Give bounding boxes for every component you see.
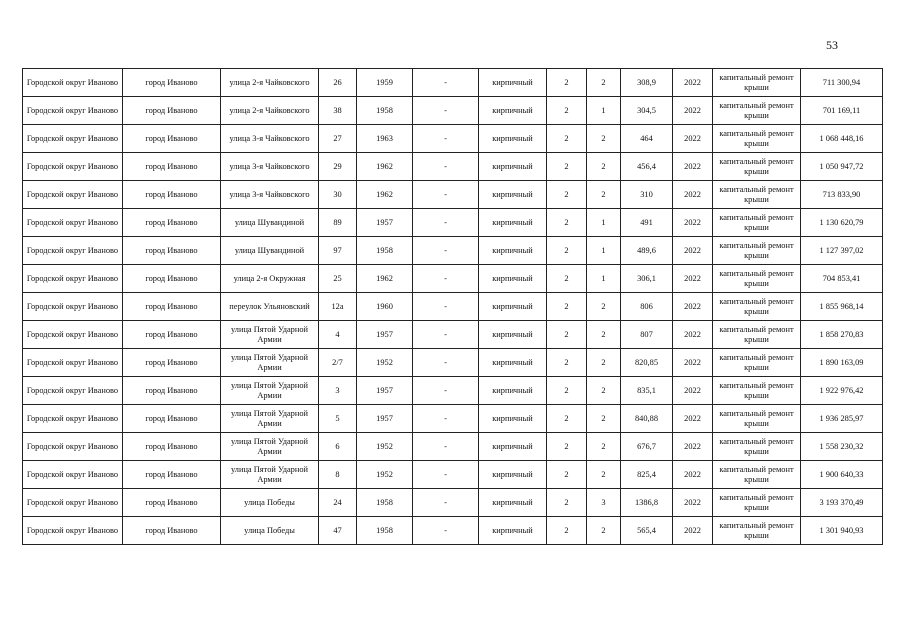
cost-cell: 1 890 163,09 (801, 349, 883, 377)
cost-cell: 3 193 370,49 (801, 489, 883, 517)
area-cell: 807 (621, 321, 673, 349)
district-cell: Городской округ Иваново (23, 181, 123, 209)
area-cell: 820,85 (621, 349, 673, 377)
table-body (23, 69, 883, 545)
work-type-cell: капитальный ремонт крыши (713, 377, 801, 405)
cost-cell: 1 050 947,72 (801, 153, 883, 181)
settlement-cell: город Иваново (123, 293, 221, 321)
floors-cell: 2 (547, 517, 587, 545)
house-number-cell: 26 (319, 69, 357, 97)
house-number-cell: 3 (319, 377, 357, 405)
district-cell: Городской округ Иваново (23, 69, 123, 97)
area-cell: 565,4 (621, 517, 673, 545)
dash-cell: - (413, 321, 479, 349)
area-cell: 310 (621, 181, 673, 209)
area-cell: 304,5 (621, 97, 673, 125)
wall-material-cell: кирпичный (479, 125, 547, 153)
street-cell: улица Пятой Ударной Армии (221, 405, 319, 433)
work-type-cell: капитальный ремонт крыши (713, 321, 801, 349)
area-cell: 840,88 (621, 405, 673, 433)
house-number-cell: 12а (319, 293, 357, 321)
dash-cell: - (413, 153, 479, 181)
floors-cell: 2 (547, 153, 587, 181)
table-row (23, 489, 883, 517)
dash-cell: - (413, 489, 479, 517)
settlement-cell: город Иваново (123, 349, 221, 377)
build-year-cell: 1952 (357, 433, 413, 461)
build-year-cell: 1952 (357, 461, 413, 489)
district-cell: Городской округ Иваново (23, 461, 123, 489)
settlement-cell: город Иваново (123, 405, 221, 433)
table-row (23, 153, 883, 181)
cost-cell: 713 833,90 (801, 181, 883, 209)
house-number-cell: 5 (319, 405, 357, 433)
wall-material-cell: кирпичный (479, 433, 547, 461)
house-number-cell: 30 (319, 181, 357, 209)
area-cell: 825,4 (621, 461, 673, 489)
entrances-cell: 3 (587, 489, 621, 517)
settlement-cell: город Иваново (123, 265, 221, 293)
street-cell: переулок Ульяновский (221, 293, 319, 321)
cost-cell: 1 855 968,14 (801, 293, 883, 321)
wall-material-cell: кирпичный (479, 405, 547, 433)
floors-cell: 2 (547, 489, 587, 517)
house-number-cell: 2/7 (319, 349, 357, 377)
dash-cell: - (413, 433, 479, 461)
entrances-cell: 2 (587, 153, 621, 181)
cost-cell: 701 169,11 (801, 97, 883, 125)
settlement-cell: город Иваново (123, 461, 221, 489)
area-cell: 464 (621, 125, 673, 153)
plan-year-cell: 2022 (673, 153, 713, 181)
work-type-cell: капитальный ремонт крыши (713, 153, 801, 181)
area-cell: 306,1 (621, 265, 673, 293)
plan-year-cell: 2022 (673, 97, 713, 125)
area-cell: 806 (621, 293, 673, 321)
plan-year-cell: 2022 (673, 69, 713, 97)
house-number-cell: 27 (319, 125, 357, 153)
build-year-cell: 1960 (357, 293, 413, 321)
floors-cell: 2 (547, 125, 587, 153)
plan-year-cell: 2022 (673, 293, 713, 321)
settlement-cell: город Иваново (123, 489, 221, 517)
cost-cell: 1 127 397,02 (801, 237, 883, 265)
work-type-cell: капитальный ремонт крыши (713, 433, 801, 461)
entrances-cell: 2 (587, 293, 621, 321)
street-cell: улица 2-я Чайковского (221, 97, 319, 125)
street-cell: улица Шувандиной (221, 209, 319, 237)
area-cell: 835,1 (621, 377, 673, 405)
entrances-cell: 2 (587, 125, 621, 153)
area-cell: 676,7 (621, 433, 673, 461)
table-row (23, 321, 883, 349)
district-cell: Городской округ Иваново (23, 237, 123, 265)
plan-year-cell: 2022 (673, 181, 713, 209)
wall-material-cell: кирпичный (479, 517, 547, 545)
dash-cell: - (413, 349, 479, 377)
wall-material-cell: кирпичный (479, 377, 547, 405)
dash-cell: - (413, 461, 479, 489)
district-cell: Городской округ Иваново (23, 125, 123, 153)
housing-repair-table (22, 68, 883, 545)
table-row (23, 405, 883, 433)
street-cell: улица Пятой Ударной Армии (221, 461, 319, 489)
house-number-cell: 24 (319, 489, 357, 517)
street-cell: улица Шувандиной (221, 237, 319, 265)
table-row (23, 377, 883, 405)
dash-cell: - (413, 125, 479, 153)
street-cell: улица 3-я Чайковского (221, 153, 319, 181)
entrances-cell: 2 (587, 181, 621, 209)
work-type-cell: капитальный ремонт крыши (713, 209, 801, 237)
dash-cell: - (413, 517, 479, 545)
table-row (23, 433, 883, 461)
settlement-cell: город Иваново (123, 153, 221, 181)
street-cell: улица 3-я Чайковского (221, 125, 319, 153)
plan-year-cell: 2022 (673, 125, 713, 153)
wall-material-cell: кирпичный (479, 153, 547, 181)
build-year-cell: 1957 (357, 377, 413, 405)
entrances-cell: 1 (587, 265, 621, 293)
floors-cell: 2 (547, 69, 587, 97)
entrances-cell: 1 (587, 209, 621, 237)
table-row (23, 237, 883, 265)
house-number-cell: 4 (319, 321, 357, 349)
floors-cell: 2 (547, 293, 587, 321)
dash-cell: - (413, 405, 479, 433)
district-cell: Городской округ Иваново (23, 209, 123, 237)
house-number-cell: 29 (319, 153, 357, 181)
build-year-cell: 1962 (357, 153, 413, 181)
settlement-cell: город Иваново (123, 517, 221, 545)
district-cell: Городской округ Иваново (23, 153, 123, 181)
street-cell: улица Пятой Ударной Армии (221, 349, 319, 377)
street-cell: улица 2-я Окружная (221, 265, 319, 293)
table-row (23, 517, 883, 545)
entrances-cell: 2 (587, 433, 621, 461)
work-type-cell: капитальный ремонт крыши (713, 69, 801, 97)
house-number-cell: 25 (319, 265, 357, 293)
entrances-cell: 1 (587, 237, 621, 265)
floors-cell: 2 (547, 405, 587, 433)
settlement-cell: город Иваново (123, 209, 221, 237)
table-row (23, 181, 883, 209)
wall-material-cell: кирпичный (479, 265, 547, 293)
build-year-cell: 1952 (357, 349, 413, 377)
dash-cell: - (413, 181, 479, 209)
build-year-cell: 1957 (357, 209, 413, 237)
dash-cell: - (413, 209, 479, 237)
wall-material-cell: кирпичный (479, 321, 547, 349)
table-row (23, 265, 883, 293)
dash-cell: - (413, 97, 479, 125)
entrances-cell: 2 (587, 69, 621, 97)
table-row (23, 97, 883, 125)
plan-year-cell: 2022 (673, 237, 713, 265)
floors-cell: 2 (547, 433, 587, 461)
work-type-cell: капитальный ремонт крыши (713, 265, 801, 293)
settlement-cell: город Иваново (123, 237, 221, 265)
plan-year-cell: 2022 (673, 461, 713, 489)
street-cell: улица 2-я Чайковского (221, 69, 319, 97)
floors-cell: 2 (547, 377, 587, 405)
build-year-cell: 1962 (357, 181, 413, 209)
plan-year-cell: 2022 (673, 489, 713, 517)
work-type-cell: капитальный ремонт крыши (713, 181, 801, 209)
settlement-cell: город Иваново (123, 433, 221, 461)
build-year-cell: 1959 (357, 69, 413, 97)
wall-material-cell: кирпичный (479, 349, 547, 377)
entrances-cell: 2 (587, 321, 621, 349)
entrances-cell: 2 (587, 405, 621, 433)
street-cell: улица Победы (221, 489, 319, 517)
cost-cell: 1 558 230,32 (801, 433, 883, 461)
floors-cell: 2 (547, 321, 587, 349)
table-row (23, 209, 883, 237)
district-cell: Городской округ Иваново (23, 433, 123, 461)
district-cell: Городской округ Иваново (23, 349, 123, 377)
wall-material-cell: кирпичный (479, 97, 547, 125)
area-cell: 489,6 (621, 237, 673, 265)
floors-cell: 2 (547, 349, 587, 377)
cost-cell: 1 858 270,83 (801, 321, 883, 349)
plan-year-cell: 2022 (673, 349, 713, 377)
area-cell: 308,9 (621, 69, 673, 97)
street-cell: улица Пятой Ударной Армии (221, 321, 319, 349)
table-row (23, 349, 883, 377)
build-year-cell: 1962 (357, 265, 413, 293)
cost-cell: 704 853,41 (801, 265, 883, 293)
wall-material-cell: кирпичный (479, 237, 547, 265)
floors-cell: 2 (547, 461, 587, 489)
floors-cell: 2 (547, 97, 587, 125)
plan-year-cell: 2022 (673, 433, 713, 461)
work-type-cell: капитальный ремонт крыши (713, 125, 801, 153)
cost-cell: 1 900 640,33 (801, 461, 883, 489)
plan-year-cell: 2022 (673, 377, 713, 405)
district-cell: Городской округ Иваново (23, 97, 123, 125)
settlement-cell: город Иваново (123, 321, 221, 349)
work-type-cell: капитальный ремонт крыши (713, 461, 801, 489)
district-cell: Городской округ Иваново (23, 321, 123, 349)
page-number: 53 (826, 38, 838, 52)
wall-material-cell: кирпичный (479, 293, 547, 321)
build-year-cell: 1958 (357, 489, 413, 517)
build-year-cell: 1957 (357, 405, 413, 433)
floors-cell: 2 (547, 237, 587, 265)
build-year-cell: 1963 (357, 125, 413, 153)
plan-year-cell: 2022 (673, 209, 713, 237)
table-row (23, 69, 883, 97)
area-cell: 1386,8 (621, 489, 673, 517)
district-cell: Городской округ Иваново (23, 405, 123, 433)
table-row (23, 125, 883, 153)
district-cell: Городской округ Иваново (23, 377, 123, 405)
work-type-cell: капитальный ремонт крыши (713, 293, 801, 321)
floors-cell: 2 (547, 181, 587, 209)
settlement-cell: город Иваново (123, 181, 221, 209)
area-cell: 491 (621, 209, 673, 237)
dash-cell: - (413, 377, 479, 405)
build-year-cell: 1958 (357, 237, 413, 265)
wall-material-cell: кирпичный (479, 461, 547, 489)
entrances-cell: 2 (587, 461, 621, 489)
area-cell: 456,4 (621, 153, 673, 181)
table-row (23, 461, 883, 489)
street-cell: улица Пятой Ударной Армии (221, 377, 319, 405)
work-type-cell: капитальный ремонт крыши (713, 489, 801, 517)
settlement-cell: город Иваново (123, 69, 221, 97)
floors-cell: 2 (547, 209, 587, 237)
cost-cell: 711 300,94 (801, 69, 883, 97)
work-type-cell: капитальный ремонт крыши (713, 405, 801, 433)
plan-year-cell: 2022 (673, 517, 713, 545)
work-type-cell: капитальный ремонт крыши (713, 237, 801, 265)
work-type-cell: капитальный ремонт крыши (713, 349, 801, 377)
house-number-cell: 47 (319, 517, 357, 545)
plan-year-cell: 2022 (673, 405, 713, 433)
plan-year-cell: 2022 (673, 265, 713, 293)
floors-cell: 2 (547, 265, 587, 293)
cost-cell: 1 922 976,42 (801, 377, 883, 405)
cost-cell: 1 068 448,16 (801, 125, 883, 153)
build-year-cell: 1957 (357, 321, 413, 349)
wall-material-cell: кирпичный (479, 489, 547, 517)
wall-material-cell: кирпичный (479, 209, 547, 237)
table-row (23, 293, 883, 321)
house-number-cell: 38 (319, 97, 357, 125)
dash-cell: - (413, 265, 479, 293)
plan-year-cell: 2022 (673, 321, 713, 349)
settlement-cell: город Иваново (123, 125, 221, 153)
district-cell: Городской округ Иваново (23, 489, 123, 517)
cost-cell: 1 301 940,93 (801, 517, 883, 545)
street-cell: улица Пятой Ударной Армии (221, 433, 319, 461)
dash-cell: - (413, 293, 479, 321)
dash-cell: - (413, 69, 479, 97)
cost-cell: 1 936 285,97 (801, 405, 883, 433)
work-type-cell: капитальный ремонт крыши (713, 517, 801, 545)
house-number-cell: 89 (319, 209, 357, 237)
entrances-cell: 2 (587, 349, 621, 377)
district-cell: Городской округ Иваново (23, 293, 123, 321)
wall-material-cell: кирпичный (479, 181, 547, 209)
street-cell: улица 3-я Чайковского (221, 181, 319, 209)
entrances-cell: 1 (587, 97, 621, 125)
cost-cell: 1 130 620,79 (801, 209, 883, 237)
work-type-cell: капитальный ремонт крыши (713, 97, 801, 125)
settlement-cell: город Иваново (123, 97, 221, 125)
entrances-cell: 2 (587, 517, 621, 545)
build-year-cell: 1958 (357, 97, 413, 125)
house-number-cell: 6 (319, 433, 357, 461)
build-year-cell: 1958 (357, 517, 413, 545)
house-number-cell: 97 (319, 237, 357, 265)
house-number-cell: 8 (319, 461, 357, 489)
district-cell: Городской округ Иваново (23, 517, 123, 545)
entrances-cell: 2 (587, 377, 621, 405)
wall-material-cell: кирпичный (479, 69, 547, 97)
street-cell: улица Победы (221, 517, 319, 545)
settlement-cell: город Иваново (123, 377, 221, 405)
dash-cell: - (413, 237, 479, 265)
district-cell: Городской округ Иваново (23, 265, 123, 293)
